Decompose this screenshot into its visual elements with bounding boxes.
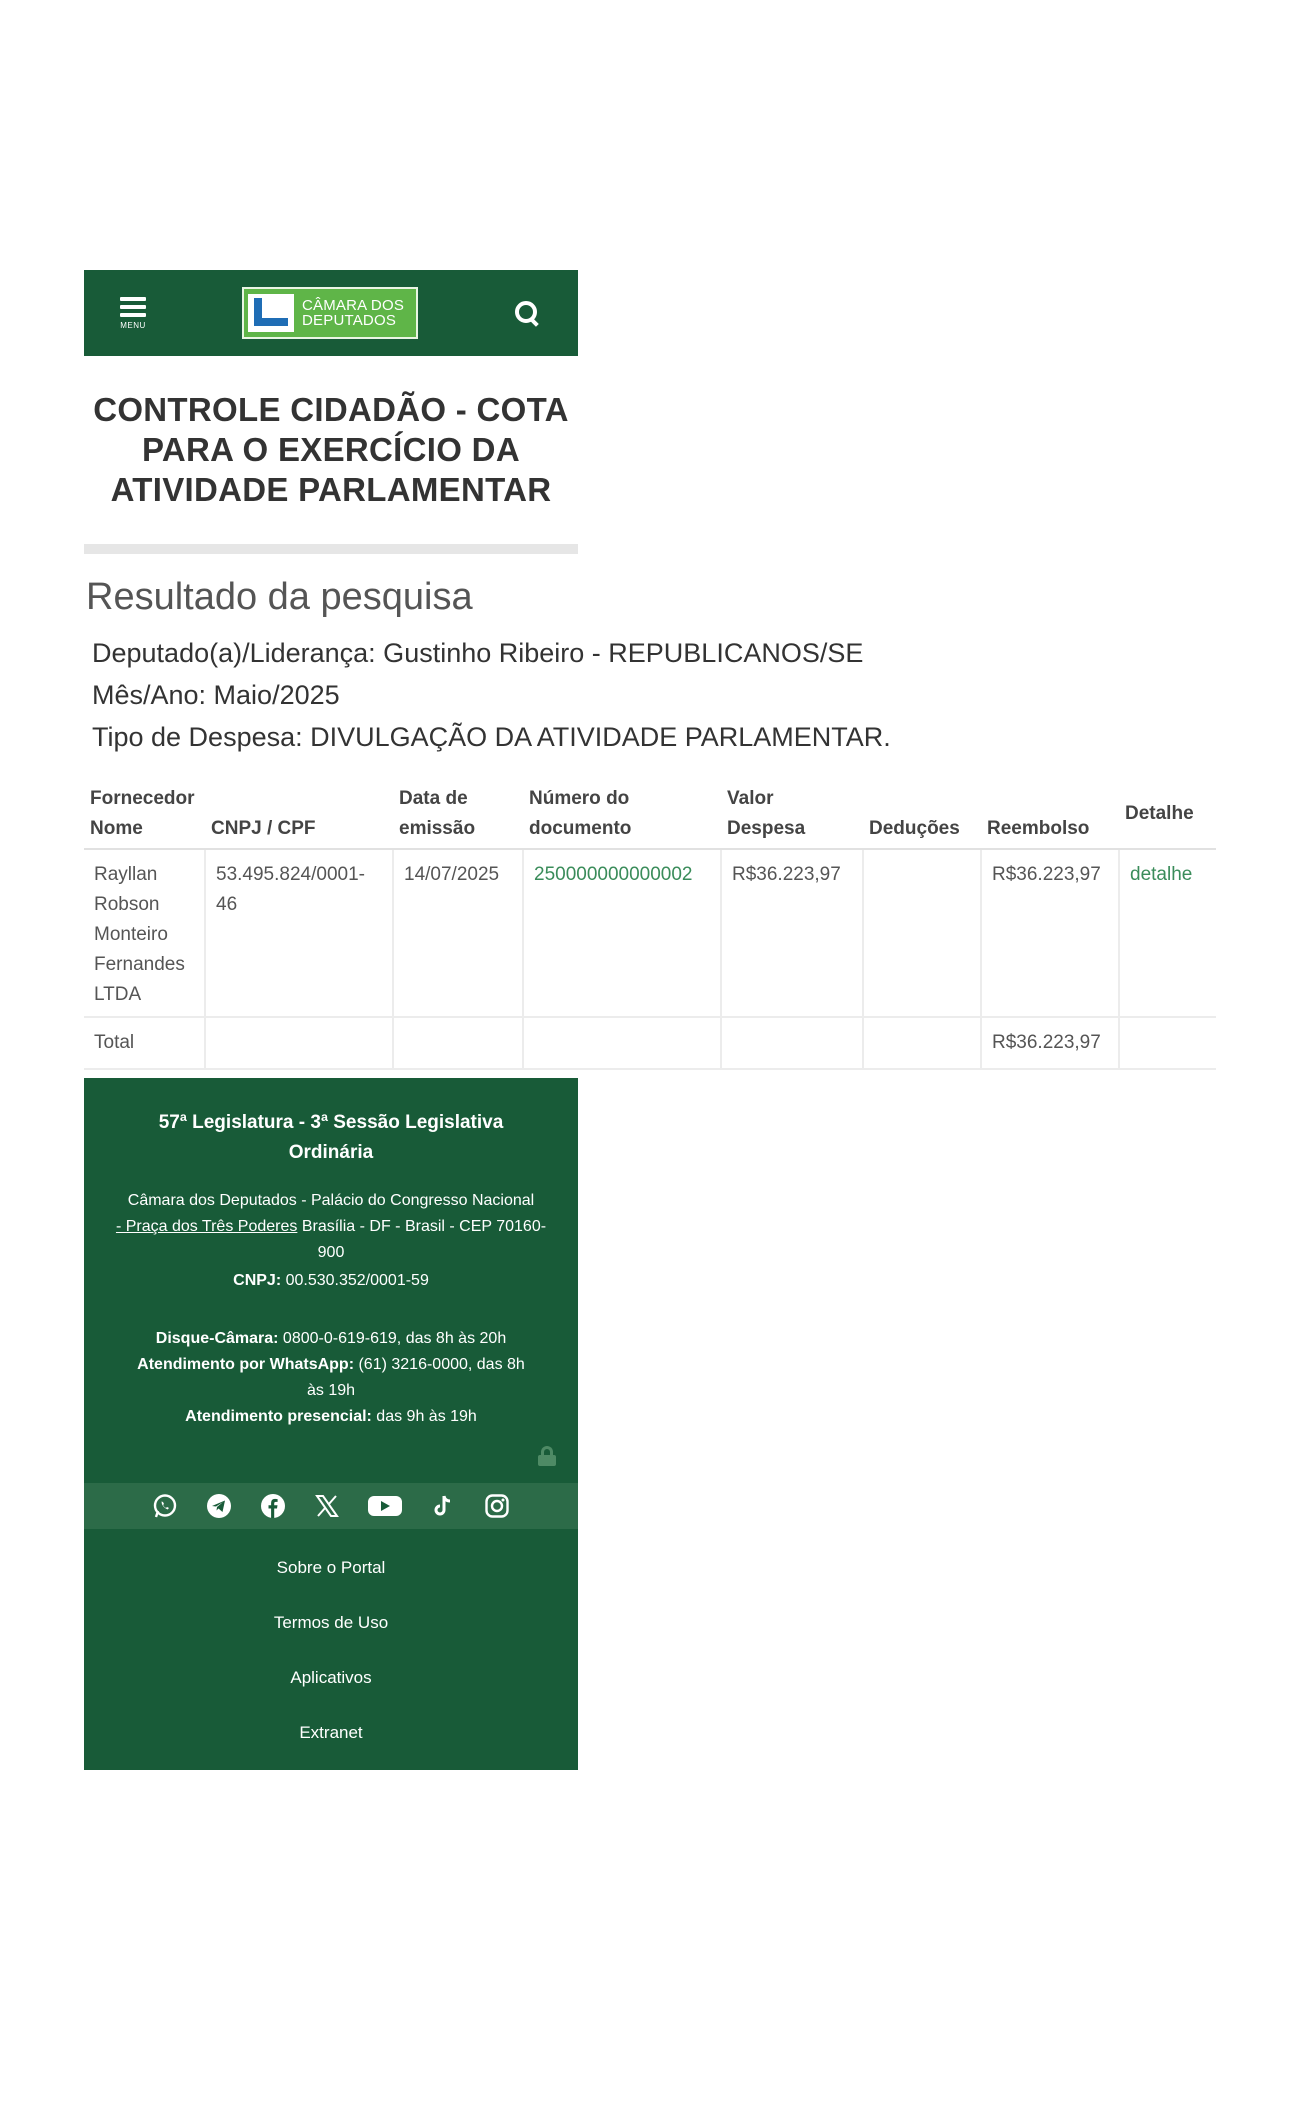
footer-links (84, 1556, 578, 1776)
x-icon[interactable] (313, 1492, 341, 1520)
top-header (84, 270, 578, 356)
cell-cnpj: 53.495.824/0001- 46 (205, 849, 393, 1017)
col-header-cnpj: CNPJ / CPF (205, 780, 393, 849)
page-title: CONTROLE CIDADÃO - COTA PARA O EXERCÍCIO DA ATIVIDADE PARLAMENTAR (93, 391, 569, 508)
menu-button[interactable] (120, 297, 146, 330)
footer-contacts: Disque-Câmara: 0800-0-619-619, das 8h às 20h Atendimento por WhatsApp: (61) 3216-0000, das 8h às 19h Atendimento presencial: das 9h às 19h (137, 1330, 525, 1425)
cell-valor: R$36.223,97 (721, 849, 863, 1017)
lock-icon[interactable] (538, 1446, 556, 1466)
footer (84, 1078, 578, 1770)
table-total-row (84, 1017, 1216, 1069)
tipo-despesa-info: Tipo de Despesa: DIVULGAÇÃO DA ATIVIDADE PARLAMENTAR. (92, 722, 891, 752)
page-title-box (84, 356, 578, 554)
cell-reembolso: R$36.223,97 (981, 849, 1119, 1017)
col-header-fornecedor: Fornecedor Nome (84, 780, 205, 849)
col-header-numero: Número do documento (523, 780, 721, 849)
whatsapp-icon[interactable] (151, 1492, 179, 1520)
col-header-deducoes: Deduções (863, 780, 981, 849)
footer-cnpj: CNPJ: 00.530.352/0001-59 (233, 1272, 429, 1289)
address-link[interactable]: - Praça dos Três Poderes (115, 1218, 298, 1235)
hamburger-icon (120, 297, 146, 317)
search-icon[interactable] (514, 300, 540, 326)
footer-link-aplicativos[interactable]: Aplicativos (290, 1668, 372, 1687)
camara-logo-text: CÂMARA DOS DEPUTADOS (302, 297, 405, 329)
menu-label: MENU (120, 320, 146, 330)
col-header-reembolso: Reembolso (981, 780, 1119, 849)
cell-nome: Rayllan Robson Monteiro Fernandes LTDA (84, 849, 205, 1017)
expenses-table (84, 780, 1216, 1070)
youtube-icon[interactable] (367, 1492, 403, 1520)
col-header-valor: Valor Despesa (721, 780, 863, 849)
result-heading: Resultado da pesquisa (86, 576, 473, 618)
col-header-data: Data de emissão (393, 780, 523, 849)
deputado-info: Deputado(a)/Liderança: Gustinho Ribeiro - REPUBLICANOS/SE (92, 638, 864, 668)
telegram-icon[interactable] (205, 1492, 233, 1520)
footer-link-sobre[interactable]: Sobre o Portal (276, 1558, 386, 1577)
camara-logo[interactable] (242, 287, 418, 339)
instagram-icon[interactable] (483, 1492, 511, 1520)
cell-data: 14/07/2025 (393, 849, 523, 1017)
footer-address: Câmara dos Deputados - Palácio do Congresso Nacional - Praça dos Três Poderes Brasília - DF - Brasil - CEP 70160- 900 (115, 1192, 547, 1261)
cell-total-reembolso: R$36.223,97 (981, 1017, 1119, 1069)
numero-documento-link[interactable]: 250000000000002 (534, 864, 693, 885)
legislatura-title: 57ª Legislatura - 3ª Sessão Legislativa Ordinária (158, 1112, 504, 1163)
table-header-row (84, 780, 1216, 849)
col-header-detalhe: Detalhe (1119, 780, 1216, 849)
footer-link-extranet[interactable]: Extranet (299, 1723, 363, 1742)
cell-detalhe (1119, 849, 1216, 1017)
table-row (84, 849, 1216, 1017)
tiktok-icon[interactable] (429, 1492, 457, 1520)
detalhe-link[interactable]: detalhe (1130, 864, 1193, 885)
footer-link-termos[interactable]: Termos de Uso (273, 1613, 389, 1632)
facebook-icon[interactable] (259, 1492, 287, 1520)
mes-ano-info: Mês/Ano: Maio/2025 (92, 680, 340, 710)
camara-logo-mark-icon (248, 294, 294, 332)
cell-numero-documento (523, 849, 721, 1017)
cell-deducoes (863, 849, 981, 1017)
social-bar (84, 1483, 578, 1529)
cell-total-label: Total (84, 1017, 205, 1069)
